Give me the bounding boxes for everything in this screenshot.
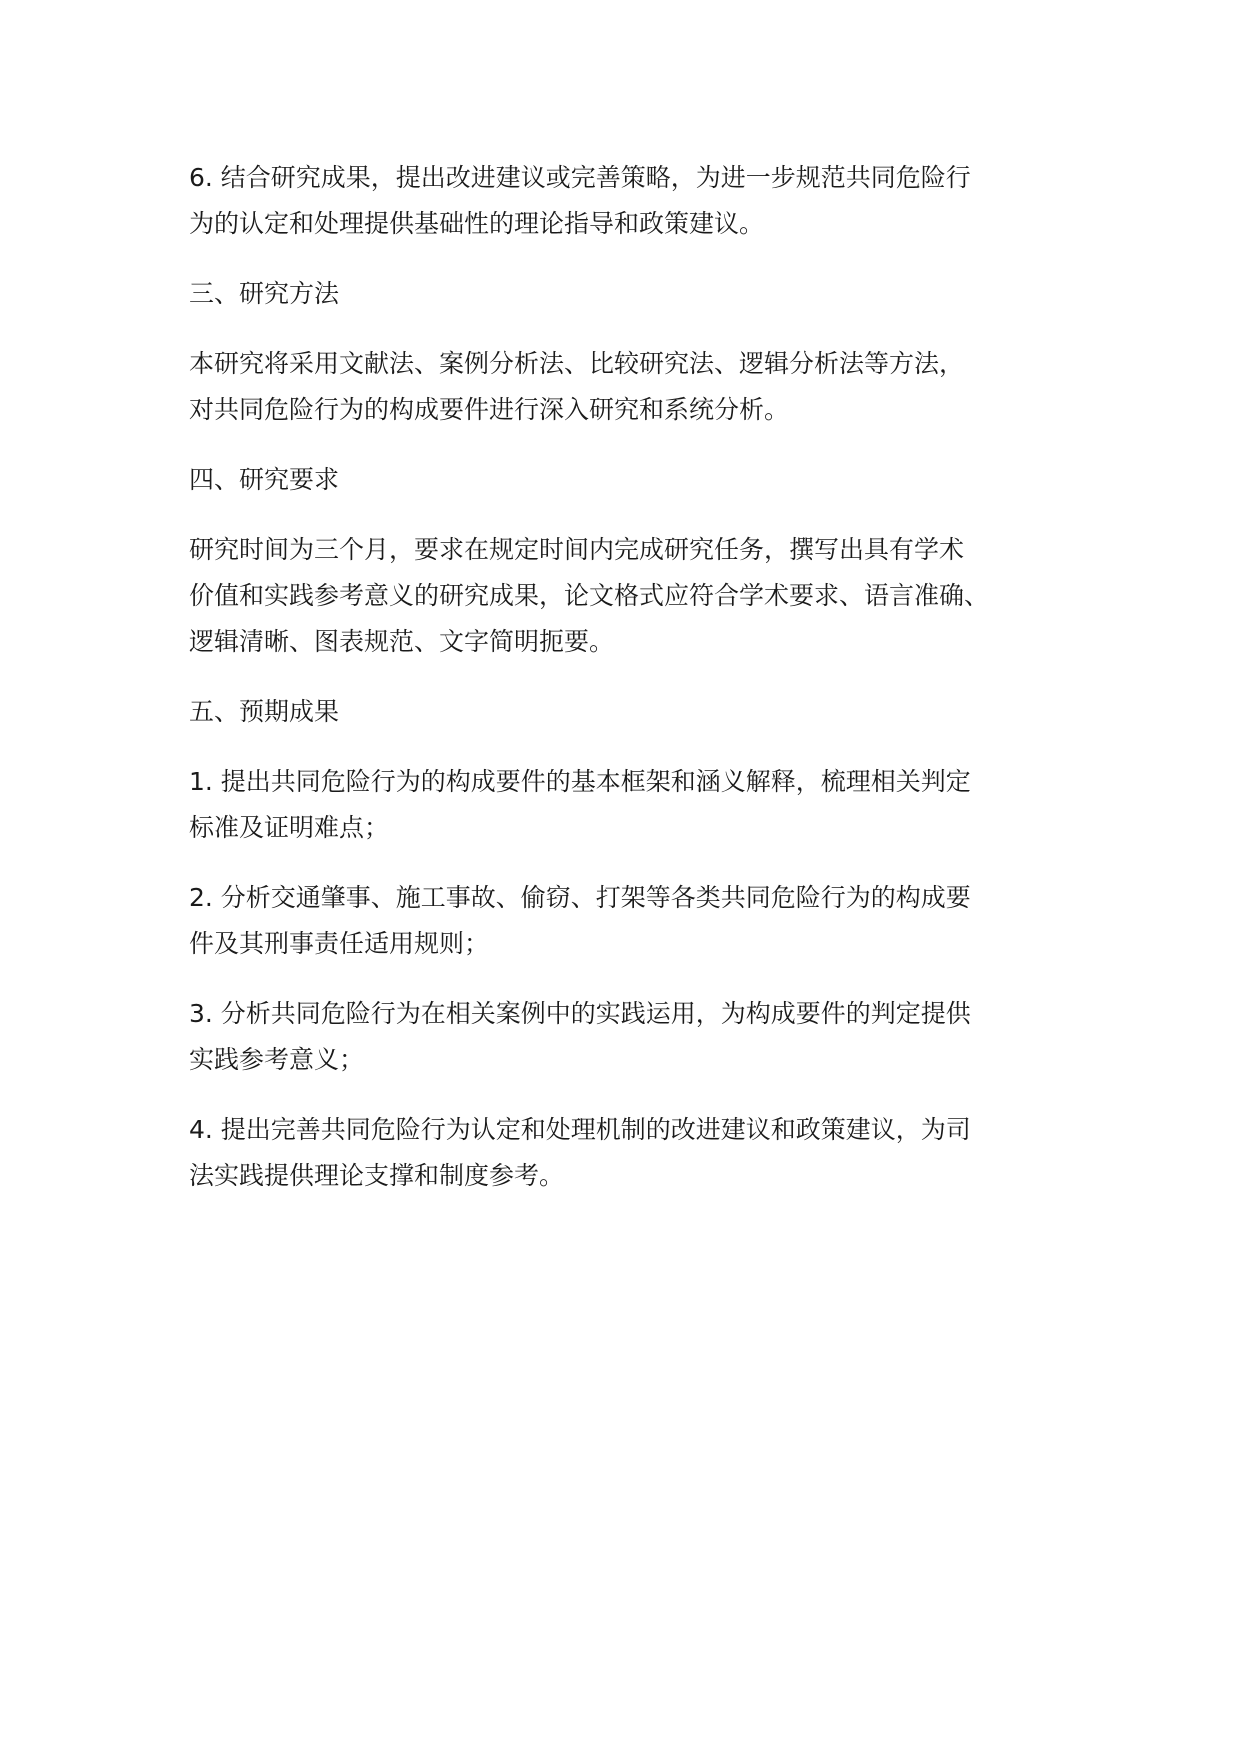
text-line: 1. 提出共同危险行为的构成要件的基本框架和涵义解释，梳理相关判定 (189, 767, 971, 796)
section-3-heading: 三、研究方法 (189, 279, 340, 308)
text-line: 本研究将采用文献法、案例分析法、比较研究法、逻辑分析法等方法， (189, 349, 965, 378)
outcome-item-4 (189, 1107, 1089, 1199)
text-line: 6. 结合研究成果，提出改进建议或完善策略，为进一步规范共同危险行 (189, 163, 971, 192)
text-line: 标准及证明难点； (189, 813, 390, 842)
text-line: 4. 提出完善共同危险行为认定和处理机制的改进建议和政策建议，为司 (189, 1115, 971, 1144)
text-line: 对共同危险行为的构成要件进行深入研究和系统分析。 (189, 395, 790, 424)
text-line: 3. 分析共同危险行为在相关案例中的实践运用，为构成要件的判定提供 (189, 999, 971, 1028)
text-line: 逻辑清晰、图表规范、文字简明扼要。 (189, 627, 615, 656)
research-methods-paragraph (189, 341, 1089, 433)
text-line: 法实践提供理论支撑和制度参考。 (189, 1161, 565, 1190)
text-line: 价值和实践参考意义的研究成果，论文格式应符合学术要求、语言准确、 (189, 581, 990, 610)
text-line: 实践参考意义； (189, 1045, 365, 1074)
outcome-item-2 (189, 875, 1089, 967)
text-line: 研究时间为三个月，要求在规定时间内完成研究任务，撰写出具有学术 (189, 535, 965, 564)
item-6-paragraph (189, 155, 1089, 247)
document-body (189, 155, 1089, 1223)
section-4-heading: 四、研究要求 (189, 465, 340, 494)
text-line: 为的认定和处理提供基础性的理论指导和政策建议。 (189, 209, 765, 238)
section-5-heading: 五、预期成果 (189, 697, 340, 726)
text-line: 件及其刑事责任适用规则； (189, 929, 490, 958)
outcome-item-1 (189, 759, 1089, 851)
text-line: 2. 分析交通肇事、施工事故、偷窃、打架等各类共同危险行为的构成要 (189, 883, 971, 912)
research-requirements-paragraph (189, 527, 1089, 665)
outcome-item-3 (189, 991, 1089, 1083)
